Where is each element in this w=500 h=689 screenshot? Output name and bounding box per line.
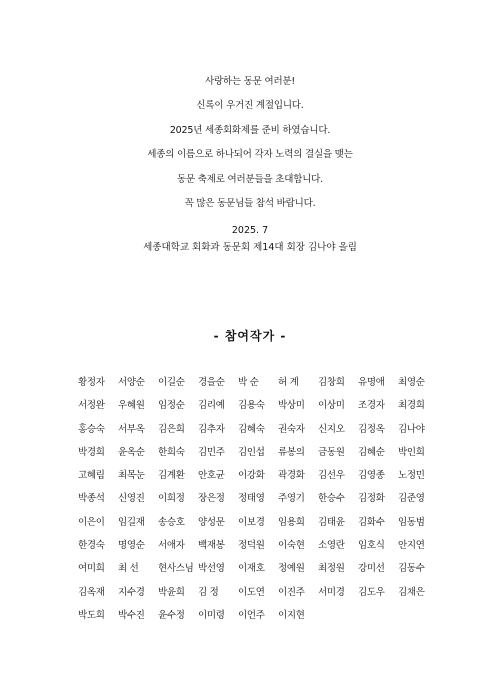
- participant-name: 박도희: [78, 609, 105, 621]
- participant-name: 현사스님: [158, 563, 194, 575]
- participant-name: 김리예: [198, 400, 225, 412]
- invite-line: 동문 축제로 여러분들을 초대합니다.: [177, 173, 323, 185]
- participant-name: 김정옥: [358, 423, 385, 435]
- participant-name: 박인희: [398, 446, 425, 458]
- greeting-line: 사랑하는 동문 여러분!: [204, 76, 296, 87]
- participant-name: 곽경화: [278, 470, 305, 482]
- unity-line: 세종의 이름으로 하나되어 각자 노력의 결실을 맺는: [147, 149, 353, 161]
- participant-name: 한경숙: [78, 540, 105, 552]
- participant-name: 임용희: [278, 516, 305, 528]
- participant-name: 김추자: [198, 423, 225, 435]
- participant-name: 김인섭: [238, 446, 265, 458]
- participant-name: 경을순: [198, 377, 225, 388]
- participant-name: 노정민: [398, 470, 425, 482]
- participant-name: 임동범: [398, 516, 425, 528]
- participant-name: 류봉의: [278, 446, 305, 458]
- participant-name: 윤옥순: [118, 446, 145, 458]
- participant-name: 이길순: [158, 377, 185, 388]
- participant-name: 김화수: [358, 516, 385, 528]
- participant-name: 이강화: [238, 470, 265, 482]
- participant-name: 강미선: [358, 563, 385, 575]
- participant-name: 황정자: [78, 377, 105, 388]
- participant-name: 유명애: [358, 377, 385, 388]
- participant-name: 장은정: [198, 493, 225, 505]
- participant-name: 박상미: [278, 400, 305, 412]
- participant-name: 임정순: [158, 400, 185, 412]
- participant-name: 최목눈: [118, 470, 145, 482]
- participant-name: 서양순: [118, 377, 145, 388]
- letter-date: 2025. 7: [231, 225, 269, 236]
- participant-name: 김정화: [358, 493, 385, 505]
- participant-name: 김용숙: [238, 400, 265, 412]
- participant-name: 박경희: [78, 446, 105, 458]
- participant-name: 김동수: [398, 563, 425, 575]
- participant-name: 권숙자: [278, 423, 305, 435]
- participant-name: 서정완: [78, 400, 105, 412]
- participant-name: 임호식: [358, 540, 385, 552]
- participant-name: 김혜숙: [238, 423, 265, 435]
- participant-name: 주영기: [278, 493, 305, 505]
- participant-name: 이은이: [78, 516, 105, 528]
- participant-name: 서미경: [318, 586, 345, 598]
- participant-name: 이언주: [238, 609, 265, 621]
- participant-name: 명영순: [118, 540, 145, 552]
- participant-name: 금동원: [318, 446, 345, 458]
- participant-name: 신지오: [318, 423, 345, 435]
- participant-name: 김도우: [358, 586, 385, 598]
- participant-name: 김영종: [358, 470, 385, 482]
- letter-signature: 세종대학교 회화과 동문회 제14대 회장 김나야 올림: [143, 242, 357, 253]
- participant-name: 박종석: [78, 493, 105, 505]
- participant-name: 김옥재: [78, 586, 105, 598]
- participant-name: 정태영: [238, 493, 265, 505]
- participant-name: 이도연: [238, 586, 265, 598]
- participant-name: 백재봉: [198, 540, 225, 552]
- participant-name: 조경자: [358, 400, 385, 412]
- invitation-letter: [0, 70, 500, 216]
- participant-name: 임길재: [118, 516, 145, 528]
- participant-name: 최정원: [318, 563, 345, 575]
- attend-line: 꼭 많은 동문님들 참석 바랍니다.: [184, 197, 316, 209]
- participant-name: 박 순: [238, 377, 259, 388]
- participant-name: 김계환: [158, 470, 185, 482]
- participant-name: 이상미: [318, 400, 345, 412]
- participant-names-grid: [78, 371, 438, 627]
- participant-name: 최 선: [118, 563, 139, 575]
- participants-title: - 참여작가 -: [213, 329, 287, 343]
- participant-name: 김선우: [318, 470, 345, 482]
- participant-name: 이숙현: [278, 540, 305, 552]
- participant-name: 서부옥: [118, 423, 145, 435]
- participant-name: 김나야: [398, 423, 425, 435]
- signature-block: [0, 222, 500, 256]
- participant-name: 소영란: [318, 540, 345, 552]
- participant-name: 이지현: [278, 609, 305, 621]
- season-line: 신록이 우거진 계절입니다.: [196, 100, 304, 112]
- participant-name: 이미령: [198, 609, 225, 621]
- participant-name: 김채은: [398, 586, 425, 598]
- participant-name: 박윤희: [158, 586, 185, 598]
- participant-name: 지수경: [118, 586, 145, 598]
- participant-name: 김 정: [198, 586, 219, 598]
- participant-name: 한희숙: [158, 446, 185, 458]
- participant-name: 이희정: [158, 493, 185, 505]
- participant-name: 김태윤: [318, 516, 345, 528]
- participant-name: 송승호: [158, 516, 185, 528]
- participant-name: 서애자: [158, 540, 185, 552]
- participant-name: 김준영: [398, 493, 425, 505]
- participant-name: 이재호: [238, 563, 265, 575]
- participant-name: 최경희: [398, 400, 425, 412]
- participant-name: 윤수정: [158, 609, 185, 621]
- participant-name: 안지연: [398, 540, 425, 552]
- participant-name: 김혜순: [358, 446, 385, 458]
- participant-name: 여미희: [78, 563, 105, 575]
- participant-name: 허 계: [278, 377, 299, 388]
- festival-line: 2025년 세종회화제를 준비 하였습니다.: [169, 124, 331, 136]
- participant-name: 김은희: [158, 423, 185, 435]
- participant-name: 한승수: [318, 493, 345, 505]
- participant-name: 고혜림: [78, 470, 105, 482]
- participant-name: 안호균: [198, 470, 225, 482]
- participant-name: 최영순: [398, 377, 425, 388]
- participant-name: 이진주: [278, 586, 305, 598]
- participant-name: 우혜원: [118, 400, 145, 412]
- participant-name: 김창희: [318, 377, 345, 388]
- participant-name: 정예원: [278, 563, 305, 575]
- participant-name: 박선영: [198, 563, 225, 575]
- participant-name: 정덕원: [238, 540, 265, 552]
- participant-name: 이보경: [238, 516, 265, 528]
- participant-name: 홍승숙: [78, 423, 105, 435]
- participant-name: 신영진: [118, 493, 145, 505]
- participant-name: 박수진: [118, 609, 145, 621]
- participant-name: 김민주: [198, 446, 225, 458]
- participant-name: 양성문: [198, 516, 225, 528]
